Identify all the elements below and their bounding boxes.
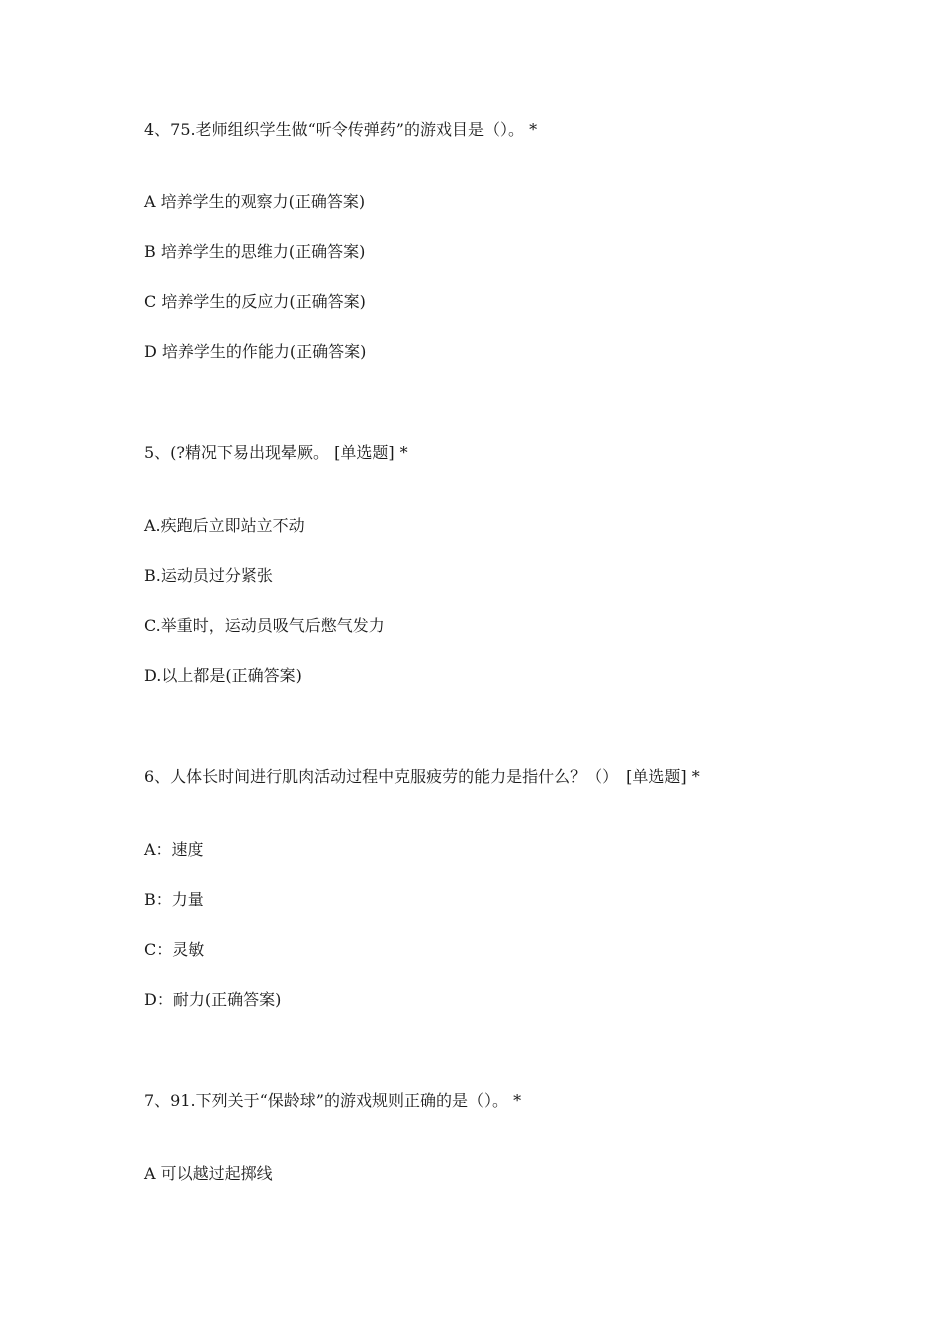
question-4-option-a[interactable]: A 培养学生的观察力(正确答案) [144, 192, 366, 211]
question-6-option-a[interactable]: A：速度 [144, 840, 204, 859]
question-6-option-c[interactable]: C：灵敏 [144, 940, 205, 959]
question-7-option-a[interactable]: A 可以越过起掷线 [144, 1164, 273, 1183]
question-5-option-a[interactable]: A.疾跑后立即站立不动 [144, 516, 305, 535]
question-5-option-c[interactable]: C.举重时，运动员吸气后憋气发力 [144, 616, 385, 635]
question-7-title: 7、91.下列关于“保龄球”的游戏规则正确的是（）。 * [144, 1091, 522, 1110]
question-5-option-d[interactable]: D.以上都是(正确答案) [144, 666, 302, 685]
question-5-option-b[interactable]: B.运动员过分紧张 [144, 566, 273, 585]
question-4-option-b[interactable]: B 培养学生的思维力(正确答案) [144, 242, 366, 261]
question-4-option-d[interactable]: D 培养学生的作能力(正确答案) [144, 342, 367, 361]
question-5-title: 5、(?精况下易出现晕厥。 [单选题] * [144, 443, 408, 462]
question-6-title: 6、人体长时间进行肌肉活动过程中克服疲劳的能力是指什么？（） [单选题] * [144, 767, 700, 786]
question-6-option-b[interactable]: B：力量 [144, 890, 204, 909]
question-6-option-d[interactable]: D：耐力(正确答案) [144, 990, 282, 1009]
question-4-option-c[interactable]: C 培养学生的反应力(正确答案) [144, 292, 366, 311]
question-4-title: 4、75.老师组织学生做“听令传弹药”的游戏目是（）。 * [144, 120, 538, 139]
